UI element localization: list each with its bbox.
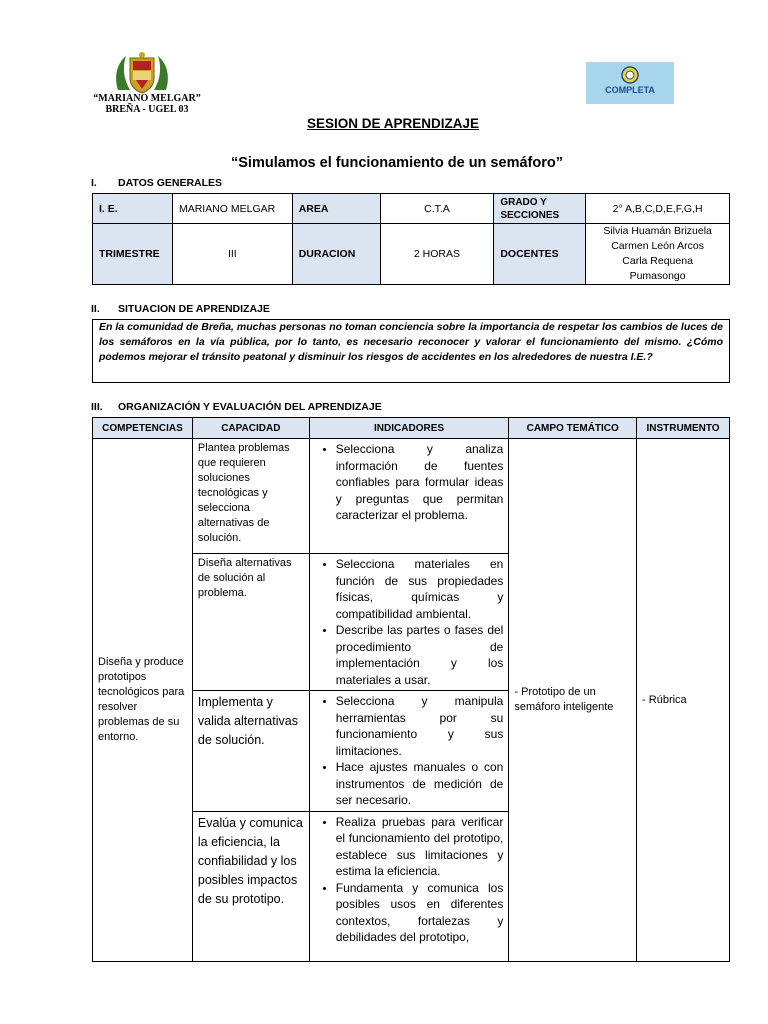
section-label: DATOS GENERALES — [118, 177, 223, 189]
header-indicadores: INDICADORES — [309, 418, 509, 439]
section-heading-situacion — [91, 303, 270, 315]
jec-logo — [586, 62, 674, 104]
trimestre-label: TRIMESTRE — [93, 224, 173, 285]
duracion-value: 2 HORAS — [380, 224, 494, 285]
page-title: SESION DE APRENDIZAJE — [306, 116, 480, 131]
docente-name: Silvia Huamán Brizuela — [603, 225, 712, 237]
docentes-label: DOCENTES — [494, 224, 586, 285]
docentes-list — [586, 224, 730, 285]
ie-label: I. E. — [93, 194, 173, 224]
capacidad-cell: Diseña alternativas de solución al problema. — [192, 554, 309, 691]
school-crest-logo — [112, 50, 172, 94]
session-subtitle: “Simulamos el funcionamiento de un semáforo” — [231, 155, 563, 171]
docente-name: Carmen León Arcos — [611, 240, 705, 252]
situacion-text: En la comunidad de Breña, muchas personas no toman conciencia sobre la importancia de respetar los cambios de luces de los semáforos en la vía pública, por lo tanto, es necesario reconocer y valorar el funcionamiento del mismo. ¿Cómo podemos mejorar el tránsito peatonal y disminuir los riesgos de accidentes en los alrededores de nuestra I.E.? — [92, 319, 730, 383]
capacidad-cell: Evalúa y comunica la eficiencia, la confiabilidad y los posibles impactos de su prototipo. — [192, 811, 309, 961]
indicadores-cell — [309, 554, 509, 691]
indicador-item: • Describe las partes o fases del procedimiento de implementación y los materiales a usar. — [336, 622, 504, 688]
docente-name: Carla Requena — [622, 255, 693, 267]
header-instrumento: INSTRUMENTO — [637, 418, 730, 439]
school-name: “MARIANO MELGAR” BREÑA - UGEL 03 — [93, 93, 201, 115]
area-value: C.T.A — [380, 194, 494, 224]
ie-value: MARIANO MELGAR — [172, 194, 292, 224]
indicador-item: • Fundamenta y comunica los posibles usos en diferentes contextos, fortalezas y debilidades del prototipo, — [336, 880, 504, 946]
capacidad-cell: Plantea problemas que requieren soluciones tecnológicas y selecciona alternativas de solución. — [192, 439, 309, 554]
indicador-item: • Selecciona y analiza información de fuentes confiables para formular ideas y preguntas que permitan caracterizar el problema. — [336, 441, 504, 524]
section-number: III. — [91, 401, 103, 413]
datos-generales-table — [92, 193, 730, 285]
organizacion-table — [92, 417, 730, 962]
header-competencias: COMPETENCIAS — [93, 418, 193, 439]
indicadores-cell — [309, 811, 509, 961]
section-heading-datos — [91, 177, 222, 189]
indicador-item: • Hace ajustes manuales o con instrumentos de medición de ser necesario. — [336, 759, 504, 809]
docente-name: Pumasongo — [629, 270, 686, 282]
campo-tematico-cell: - Prototipo de un semáforo inteligente — [509, 439, 637, 962]
grado-label: GRADO Y SECCIONES — [494, 194, 586, 224]
trimestre-value: III — [172, 224, 292, 285]
instrumento-cell: - Rúbrica — [637, 439, 730, 962]
competencia-cell: Diseña y produce prototipos tecnológicos para resolver problemas de su entorno. — [93, 439, 193, 962]
section-number: II. — [91, 303, 100, 315]
capacidad-cell: Implementa y valida alternativas de solución. — [192, 691, 309, 812]
section-number: I. — [91, 177, 97, 189]
indicador-item: • Realiza pruebas para verificar el funcionamiento del prototipo, establece sus limitaciones y estima la eficiencia. — [336, 814, 504, 880]
grado-value: 2° A,B,C,D,E,F,G,H — [586, 194, 730, 224]
section-label: ORGANIZACIÓN Y EVALUACIÓN DEL APRENDIZAJE — [118, 401, 382, 413]
indicadores-cell — [309, 439, 509, 554]
indicador-item: • Selecciona y manipula herramientas por su funcionamiento y sus limitaciones. — [336, 693, 504, 759]
header-campo-tematico: CAMPO TEMÁTICO — [509, 418, 637, 439]
indicadores-cell — [309, 691, 509, 812]
section-heading-organizacion — [91, 401, 382, 413]
jec-logo-graphic — [586, 62, 674, 104]
jec-logo-text: COMPLETA — [605, 85, 655, 95]
indicador-item: • Selecciona materiales en función de sus propiedades físicas, químicas y compatibilidad ambiental. — [336, 556, 504, 622]
duracion-label: DURACION — [292, 224, 380, 285]
header-capacidad: CAPACIDAD — [192, 418, 309, 439]
section-label: SITUACION DE APRENDIZAJE — [118, 303, 270, 315]
area-label: AREA — [292, 194, 380, 224]
